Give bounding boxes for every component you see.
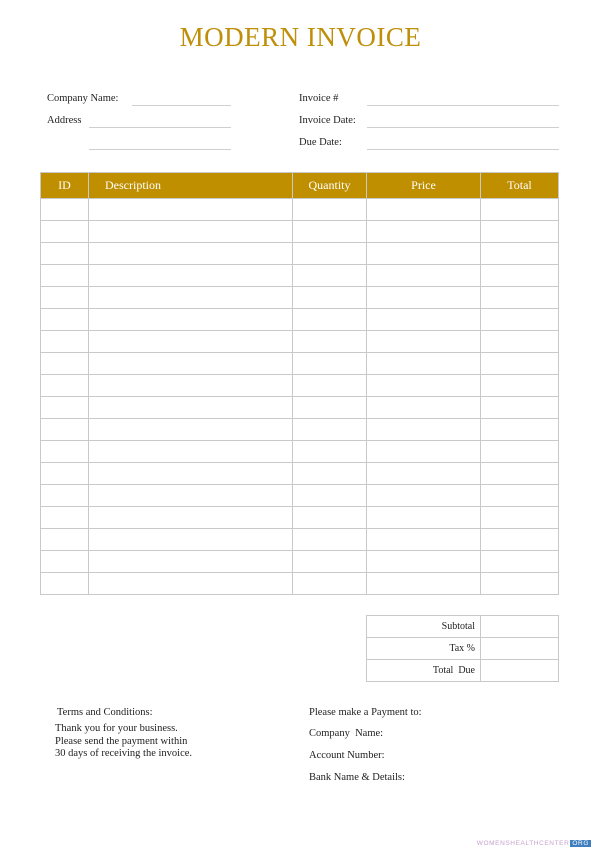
cell-total[interactable] (481, 221, 559, 243)
cell-id[interactable] (41, 375, 89, 397)
cell-quantity[interactable] (293, 573, 367, 595)
watermark-suffix: ORG (572, 840, 589, 847)
table-row (41, 551, 559, 573)
cell-description[interactable] (89, 529, 293, 551)
cell-description[interactable] (89, 375, 293, 397)
cell-total[interactable] (481, 441, 559, 463)
cell-description[interactable] (89, 309, 293, 331)
cell-quantity[interactable] (293, 265, 367, 287)
cell-total[interactable] (481, 331, 559, 353)
cell-id[interactable] (41, 221, 89, 243)
cell-total[interactable] (481, 199, 559, 221)
cell-quantity[interactable] (293, 221, 367, 243)
column-header-total: Total (481, 173, 559, 199)
cell-quantity[interactable] (293, 485, 367, 507)
cell-quantity[interactable] (293, 353, 367, 375)
column-header-quantity: Quantity (293, 173, 367, 199)
cell-price[interactable] (367, 309, 481, 331)
cell-total[interactable] (481, 507, 559, 529)
cell-quantity[interactable] (293, 507, 367, 529)
table-row (41, 353, 559, 375)
total-due-row (367, 660, 559, 682)
table-row (41, 463, 559, 485)
cell-total[interactable] (481, 573, 559, 595)
cell-id[interactable] (41, 353, 89, 375)
table-row (41, 287, 559, 309)
address-field-line-2[interactable] (89, 149, 231, 150)
cell-description[interactable] (89, 287, 293, 309)
table-row (41, 243, 559, 265)
table-row (41, 265, 559, 287)
payment-company-name-label: Company Name: (309, 728, 384, 739)
company-name-label: Company Name: (47, 93, 119, 104)
cell-price[interactable] (367, 529, 481, 551)
cell-total[interactable] (481, 419, 559, 441)
subtotal-row (367, 616, 559, 638)
cell-id[interactable] (41, 441, 89, 463)
cell-price[interactable] (367, 507, 481, 529)
cell-description[interactable] (89, 243, 293, 265)
table-row (41, 375, 559, 397)
total-due-value[interactable] (481, 660, 559, 682)
invoice-number-field[interactable] (367, 105, 559, 106)
cell-total[interactable] (481, 309, 559, 331)
cell-id[interactable] (41, 309, 89, 331)
cell-description[interactable] (89, 463, 293, 485)
cell-total[interactable] (481, 353, 559, 375)
watermark-text: WOMENSHEALTHCENTER (476, 840, 570, 847)
terms-heading: Terms and Conditions: (57, 707, 153, 718)
cell-description[interactable] (89, 331, 293, 353)
cell-quantity[interactable] (293, 331, 367, 353)
due-date-field[interactable] (367, 149, 559, 150)
cell-price[interactable] (367, 243, 481, 265)
cell-price[interactable] (367, 265, 481, 287)
cell-quantity[interactable] (293, 397, 367, 419)
table-row (41, 573, 559, 595)
cell-description[interactable] (89, 485, 293, 507)
tax-row (367, 638, 559, 660)
cell-id[interactable] (41, 507, 89, 529)
payment-heading: Please make a Payment to: (309, 707, 422, 718)
cell-description[interactable] (89, 573, 293, 595)
cell-price[interactable] (367, 397, 481, 419)
cell-price[interactable] (367, 551, 481, 573)
terms-line-2: Please send the payment within (55, 735, 188, 747)
cell-id[interactable] (41, 265, 89, 287)
table-row (41, 397, 559, 419)
cell-price[interactable] (367, 375, 481, 397)
cell-id[interactable] (41, 397, 89, 419)
company-name-field[interactable] (132, 105, 231, 106)
column-header-price: Price (367, 173, 481, 199)
cell-quantity[interactable] (293, 375, 367, 397)
payment-bank-label: Bank Name & Details: (309, 772, 405, 783)
cell-quantity[interactable] (293, 529, 367, 551)
terms-line-3: 30 days of receiving the invoice. (55, 748, 193, 759)
cell-description[interactable] (89, 419, 293, 441)
cell-id[interactable] (41, 419, 89, 441)
cell-price[interactable] (367, 419, 481, 441)
cell-description[interactable] (89, 507, 293, 529)
subtotal-label: Subtotal (367, 616, 481, 638)
table-header-row (41, 173, 559, 199)
cell-total[interactable] (481, 529, 559, 551)
cell-id[interactable] (41, 331, 89, 353)
cell-id[interactable] (41, 243, 89, 265)
cell-quantity[interactable] (293, 243, 367, 265)
cell-description[interactable] (89, 397, 293, 419)
table-row (41, 485, 559, 507)
cell-total[interactable] (481, 551, 559, 573)
cell-quantity[interactable] (293, 551, 367, 573)
cell-price[interactable] (367, 485, 481, 507)
table-row (41, 441, 559, 463)
table-body (41, 199, 559, 595)
cell-quantity[interactable] (293, 441, 367, 463)
cell-price[interactable] (367, 221, 481, 243)
table-row (41, 331, 559, 353)
terms-line-1: Thank you for your business. (55, 723, 178, 734)
cell-total[interactable] (481, 243, 559, 265)
cell-quantity[interactable] (293, 199, 367, 221)
cell-price[interactable] (367, 353, 481, 375)
address-field-line-1[interactable] (89, 127, 231, 128)
cell-price[interactable] (367, 573, 481, 595)
address-label: Address (47, 115, 82, 126)
invoice-date-field[interactable] (367, 127, 559, 128)
cell-description[interactable] (89, 199, 293, 221)
totals-table (366, 615, 559, 682)
cell-id[interactable] (41, 199, 89, 221)
invoice-title: MODERN INVOICE (179, 22, 422, 52)
subtotal-value[interactable] (481, 616, 559, 638)
cell-description[interactable] (89, 441, 293, 463)
cell-id[interactable] (41, 287, 89, 309)
tax-label: Tax % (367, 638, 481, 660)
invoice-number-label: Invoice # (299, 93, 339, 104)
cell-id[interactable] (41, 573, 89, 595)
cell-id[interactable] (41, 551, 89, 573)
cell-total[interactable] (481, 463, 559, 485)
cell-total[interactable] (481, 375, 559, 397)
invoice-items-table (40, 172, 559, 595)
cell-quantity[interactable] (293, 309, 367, 331)
table-row (41, 507, 559, 529)
cell-quantity[interactable] (293, 419, 367, 441)
cell-id[interactable] (41, 485, 89, 507)
cell-description[interactable] (89, 221, 293, 243)
cell-description[interactable] (89, 353, 293, 375)
tax-value[interactable] (481, 638, 559, 660)
cell-description[interactable] (89, 551, 293, 573)
cell-total[interactable] (481, 287, 559, 309)
cell-quantity[interactable] (293, 287, 367, 309)
total-due-label: Total Due (367, 660, 481, 682)
terms-body (55, 723, 192, 761)
cell-price[interactable] (367, 441, 481, 463)
cell-price[interactable] (367, 331, 481, 353)
payment-account-number-label: Account Number: (309, 750, 385, 761)
cell-description[interactable] (89, 265, 293, 287)
cell-price[interactable] (367, 463, 481, 485)
watermark-logo (477, 840, 591, 847)
cell-total[interactable] (481, 397, 559, 419)
table-row (41, 529, 559, 551)
due-date-label: Due Date: (299, 137, 342, 148)
cell-id[interactable] (41, 529, 89, 551)
cell-total[interactable] (481, 265, 559, 287)
cell-price[interactable] (367, 287, 481, 309)
table-row (41, 221, 559, 243)
invoice-date-label: Invoice Date: (299, 115, 356, 126)
column-header-description: Description (89, 173, 293, 199)
table-row (41, 199, 559, 221)
cell-quantity[interactable] (293, 463, 367, 485)
cell-price[interactable] (367, 199, 481, 221)
table-row (41, 309, 559, 331)
cell-id[interactable] (41, 463, 89, 485)
column-header-id: ID (41, 173, 89, 199)
cell-total[interactable] (481, 485, 559, 507)
table-row (41, 419, 559, 441)
